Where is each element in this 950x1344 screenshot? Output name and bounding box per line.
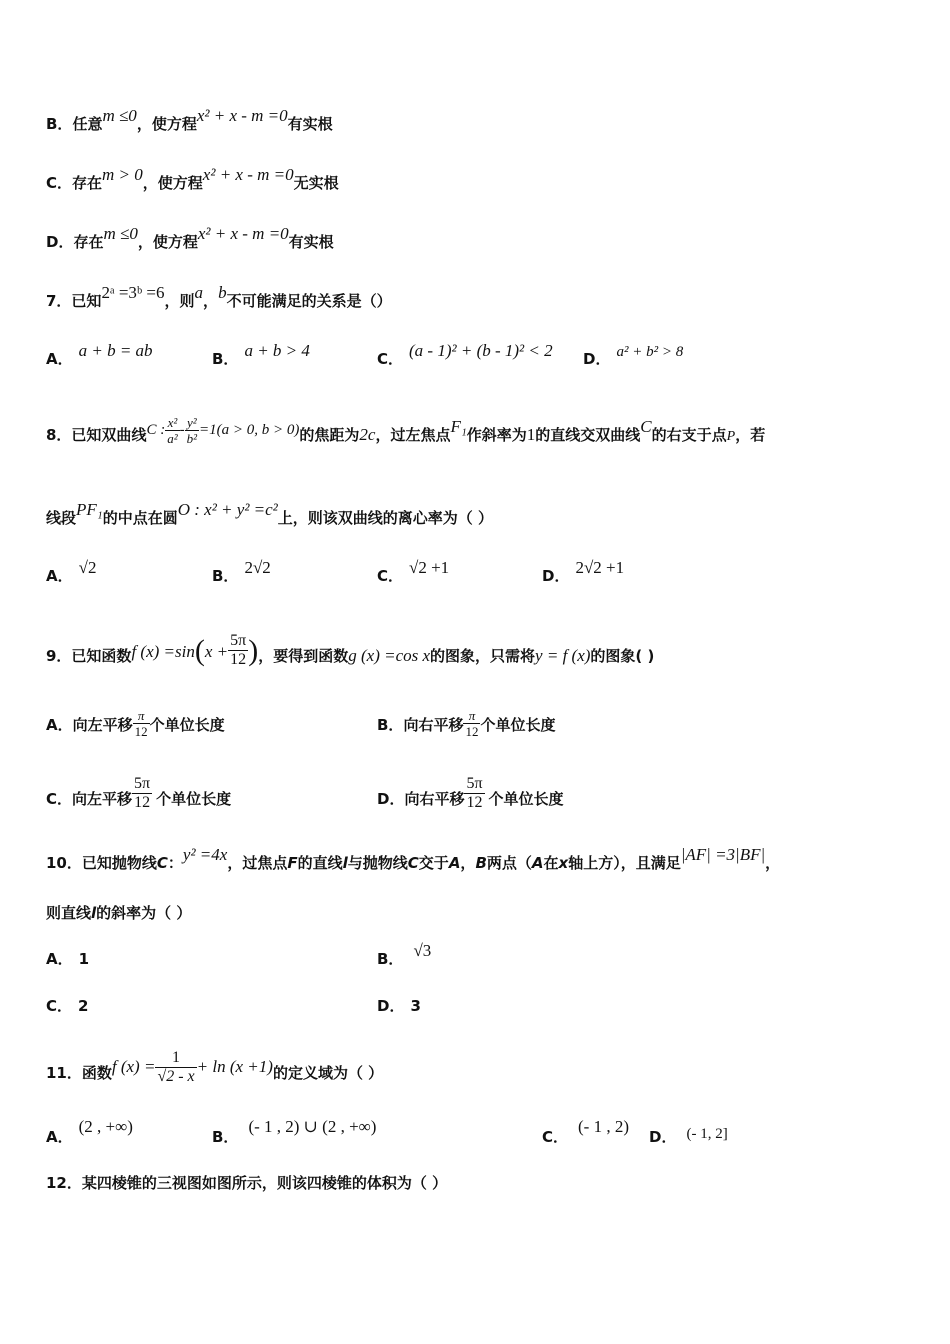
q11-option-c bbox=[542, 1117, 629, 1147]
q10-option-d bbox=[377, 996, 421, 1016]
q8-option-d bbox=[542, 558, 625, 586]
line-l: l bbox=[342, 854, 348, 872]
option-math: a + b = ab bbox=[78, 341, 153, 360]
q8-option-b bbox=[212, 558, 271, 586]
stem-text: 12．某四棱锥的三视图如图所示，则该四棱锥的体积为（ ） bbox=[46, 1174, 448, 1192]
minus-sign: - bbox=[179, 421, 185, 438]
fraction-1-sqrt bbox=[155, 1049, 196, 1086]
q7-option-c bbox=[377, 341, 553, 369]
q7-stem bbox=[46, 283, 392, 311]
option-math: 2√2 +1 bbox=[575, 558, 625, 577]
stem-text: 11．函数 bbox=[46, 1064, 112, 1082]
function-f-arg: x + bbox=[204, 642, 229, 661]
stem-text: ： bbox=[167, 854, 183, 872]
fraction-y2-b2 bbox=[185, 415, 199, 446]
option-value: 2 bbox=[78, 997, 89, 1015]
option-math: √2 bbox=[78, 558, 97, 577]
option-text: 有实根 bbox=[287, 115, 333, 133]
stem-text: 的右支于点 bbox=[651, 425, 727, 444]
q7-option-b bbox=[212, 341, 310, 369]
q11-option-d bbox=[649, 1127, 728, 1148]
q9-option-c bbox=[46, 775, 232, 818]
option-label: A． bbox=[46, 716, 73, 734]
option-label: B． bbox=[212, 567, 239, 585]
stem-text: 不可能满足的关系是（） bbox=[226, 292, 392, 310]
option-text: 任意 bbox=[72, 115, 103, 133]
stem-text: 则直线 bbox=[46, 904, 92, 922]
q11-option-b bbox=[212, 1117, 377, 1147]
option-value: 3 bbox=[410, 997, 421, 1015]
condition-math: |AF| =3|BF| bbox=[680, 845, 766, 864]
condition-math: m ≤0 bbox=[102, 106, 137, 125]
q11-stem bbox=[46, 1049, 384, 1092]
stem-text: ，过左焦点 bbox=[375, 425, 451, 444]
fraction-den: 12 bbox=[465, 724, 479, 739]
q6-option-b bbox=[46, 106, 333, 134]
option-text: 向左平移 bbox=[72, 790, 133, 808]
option-math: (2 , +∞) bbox=[78, 1117, 133, 1136]
fraction-num: π bbox=[463, 708, 480, 724]
fraction-den: a² bbox=[167, 431, 178, 446]
fraction-den: 12 bbox=[230, 651, 247, 668]
option-label: D． bbox=[583, 350, 611, 368]
option-fraction bbox=[133, 708, 150, 739]
q9-option-b bbox=[377, 710, 555, 741]
option-math: 2√2 bbox=[244, 558, 271, 577]
curve-c: C bbox=[640, 416, 652, 436]
q9-stem bbox=[46, 632, 655, 675]
slope-value: 1 bbox=[526, 424, 536, 444]
circle-equation: O : x² + y² =c² bbox=[177, 500, 278, 519]
option-math: √2 +1 bbox=[409, 558, 450, 577]
q12-stem bbox=[46, 1173, 447, 1193]
option-label: A． bbox=[46, 567, 73, 585]
fraction-num: 1 bbox=[155, 1049, 196, 1068]
stem-text: ，若 bbox=[735, 425, 766, 444]
stem-text: ， bbox=[765, 854, 781, 872]
option-math: a + b > 4 bbox=[244, 341, 310, 360]
option-math: (a - 1)² + (b - 1)² < 2 bbox=[409, 341, 553, 360]
equation-math: x² + x - m =0 bbox=[202, 165, 294, 184]
var-a: a bbox=[194, 283, 204, 302]
stem-text: 的中点在圆 bbox=[102, 509, 178, 527]
option-label: A． bbox=[46, 1128, 73, 1146]
stem-text: 的焦距为 bbox=[299, 425, 360, 444]
q8-stem-line2 bbox=[46, 500, 494, 528]
q6-option-c bbox=[46, 165, 339, 193]
option-label: D． bbox=[649, 1128, 677, 1146]
option-text: 个单位长度 bbox=[156, 790, 232, 808]
option-text: 个单位长度 bbox=[488, 790, 564, 808]
stem-text: 的定义域为（ ） bbox=[272, 1064, 384, 1082]
stem-text: ，要得到函数 bbox=[258, 647, 349, 665]
fraction-den: 12 bbox=[134, 724, 148, 739]
stem-text: ，过焦点 bbox=[227, 854, 288, 872]
stem-text: 作斜率为 bbox=[466, 425, 527, 444]
option-math: (- 1 , 2) ∪ (2 , +∞) bbox=[248, 1117, 377, 1136]
q9-option-a bbox=[46, 710, 225, 741]
equation-math: x² + x - m =0 bbox=[196, 106, 288, 125]
option-label: B． bbox=[46, 115, 73, 133]
parabola-c: C bbox=[407, 854, 419, 872]
equation-rest: =1(a > 0, b > 0) bbox=[199, 421, 300, 438]
stem-text: 轴上方），且满足 bbox=[568, 854, 681, 872]
q7-option-a bbox=[46, 341, 153, 369]
fraction-num: 5π bbox=[466, 775, 483, 792]
function-g: g (x) =cos x bbox=[348, 646, 431, 665]
focal-length: 2c bbox=[359, 424, 376, 444]
option-label: C． bbox=[377, 350, 404, 368]
option-label: C． bbox=[46, 997, 73, 1015]
option-text: 个单位长度 bbox=[149, 716, 225, 734]
option-fraction bbox=[464, 775, 484, 812]
stem-text: 9．已知函数 bbox=[46, 647, 132, 665]
option-text: ，使方程 bbox=[136, 115, 197, 133]
var-b: b bbox=[218, 283, 227, 302]
option-fraction bbox=[463, 708, 480, 739]
fraction-5pi-12 bbox=[228, 632, 248, 669]
focus-f: F bbox=[287, 854, 298, 872]
option-math: (- 1 , 2) bbox=[578, 1117, 629, 1136]
curve-label: C : bbox=[146, 421, 166, 438]
stem-text: 在 bbox=[543, 854, 559, 872]
option-label: B． bbox=[377, 950, 404, 968]
stem-text: 两点（ bbox=[486, 854, 532, 872]
stem-text: ， bbox=[203, 292, 219, 310]
q10-option-a bbox=[46, 949, 89, 969]
option-label: C． bbox=[46, 790, 73, 808]
left-paren: ( bbox=[194, 633, 205, 667]
option-text: 个单位长度 bbox=[480, 716, 556, 734]
stem-text: 的斜率为（ ） bbox=[96, 904, 192, 922]
stem-text: ，则 bbox=[164, 292, 195, 310]
stem-text: ， bbox=[460, 854, 476, 872]
option-label: B． bbox=[212, 350, 239, 368]
point-a: A bbox=[448, 854, 461, 872]
fraction-den: b² bbox=[186, 431, 198, 446]
stem-text: 8．已知双曲线 bbox=[46, 425, 147, 444]
option-label: B． bbox=[212, 1128, 239, 1146]
stem-text: 的图象( ) bbox=[590, 647, 655, 665]
function-f-rhs: + ln (x +1) bbox=[196, 1057, 273, 1076]
option-fraction bbox=[132, 775, 152, 812]
fraction-num: π bbox=[133, 708, 150, 724]
stem-text: 的直线交双曲线 bbox=[535, 425, 641, 444]
stem-text: 与抛物线 bbox=[347, 854, 408, 872]
fraction-den: 12 bbox=[466, 794, 483, 811]
option-text: ，使方程 bbox=[142, 174, 203, 192]
fraction-num: x² bbox=[165, 415, 179, 431]
function-f-lhs: f (x) = bbox=[111, 1057, 156, 1076]
fraction-den: √2 - x bbox=[157, 1068, 195, 1085]
q7-option-d bbox=[583, 344, 684, 370]
option-label: C． bbox=[542, 1128, 569, 1146]
option-text: 向左平移 bbox=[72, 716, 133, 734]
line-l: l bbox=[91, 904, 97, 922]
option-text: 存在 bbox=[72, 174, 103, 192]
q11-option-a bbox=[46, 1117, 133, 1147]
axis-x: x bbox=[558, 854, 569, 872]
option-label: B． bbox=[377, 716, 404, 734]
option-label: D． bbox=[542, 567, 570, 585]
condition-math: 2ᵃ =3ᵇ =6 bbox=[101, 283, 165, 302]
stem-text: 线段 bbox=[46, 509, 77, 527]
option-label: A． bbox=[46, 950, 73, 968]
option-label: A． bbox=[46, 350, 73, 368]
stem-text: 上，则该双曲线的离心率为（ ） bbox=[277, 509, 494, 527]
option-label: D． bbox=[377, 790, 405, 808]
option-text: 向右平移 bbox=[403, 716, 464, 734]
q8-stem bbox=[46, 415, 766, 452]
point-p: P bbox=[726, 428, 736, 444]
q8-option-a bbox=[46, 558, 97, 586]
option-label: C． bbox=[377, 567, 404, 585]
hyperbola-equation bbox=[146, 415, 300, 446]
fraction-num: 5π bbox=[230, 632, 247, 649]
q6-option-d bbox=[46, 224, 334, 252]
option-text: 无实根 bbox=[293, 174, 339, 192]
parabola-c: C bbox=[156, 854, 168, 872]
option-value: 1 bbox=[78, 950, 90, 968]
fraction-den: 12 bbox=[134, 794, 151, 811]
condition-math: m > 0 bbox=[102, 165, 143, 184]
q8-option-c bbox=[377, 558, 450, 586]
segment-pf1: PF₁ bbox=[76, 500, 103, 519]
point-a: A bbox=[531, 854, 544, 872]
fraction-num: y² bbox=[185, 415, 199, 431]
stem-text: 的图象，只需将 bbox=[430, 647, 536, 665]
q10-stem-line2 bbox=[46, 903, 191, 923]
fraction-num: 5π bbox=[134, 775, 151, 792]
function-f-lhs: f (x) =sin bbox=[131, 642, 195, 661]
q10-option-b bbox=[377, 941, 432, 969]
q9-option-d bbox=[377, 775, 564, 818]
option-text: 有实根 bbox=[288, 233, 334, 251]
option-text: 存在 bbox=[73, 233, 104, 251]
option-label: D． bbox=[46, 233, 74, 251]
option-label: D． bbox=[377, 997, 405, 1015]
option-value: √3 bbox=[413, 941, 432, 960]
stem-text: 交于 bbox=[418, 854, 449, 872]
right-paren: ) bbox=[248, 633, 259, 667]
q10-option-c bbox=[46, 996, 88, 1016]
parabola-equation: y² =4x bbox=[182, 845, 228, 864]
fraction-x2-a2 bbox=[165, 415, 179, 446]
q10-stem bbox=[46, 845, 781, 873]
condition-math: m ≤0 bbox=[103, 224, 138, 243]
stem-text: 的直线 bbox=[297, 854, 343, 872]
function-y: y = f (x) bbox=[535, 646, 591, 665]
stem-text: 7．已知 bbox=[46, 292, 102, 310]
option-math: (- 1, 2] bbox=[686, 1126, 728, 1142]
option-text: ，使方程 bbox=[137, 233, 198, 251]
equation-math: x² + x - m =0 bbox=[197, 224, 289, 243]
stem-text: 10．已知抛物线 bbox=[46, 854, 157, 872]
option-math: a² + b² > 8 bbox=[616, 344, 684, 360]
option-text: 向右平移 bbox=[404, 790, 465, 808]
option-label: C． bbox=[46, 174, 73, 192]
focus-f1: F₁ bbox=[450, 416, 467, 436]
point-b: B bbox=[475, 854, 487, 872]
